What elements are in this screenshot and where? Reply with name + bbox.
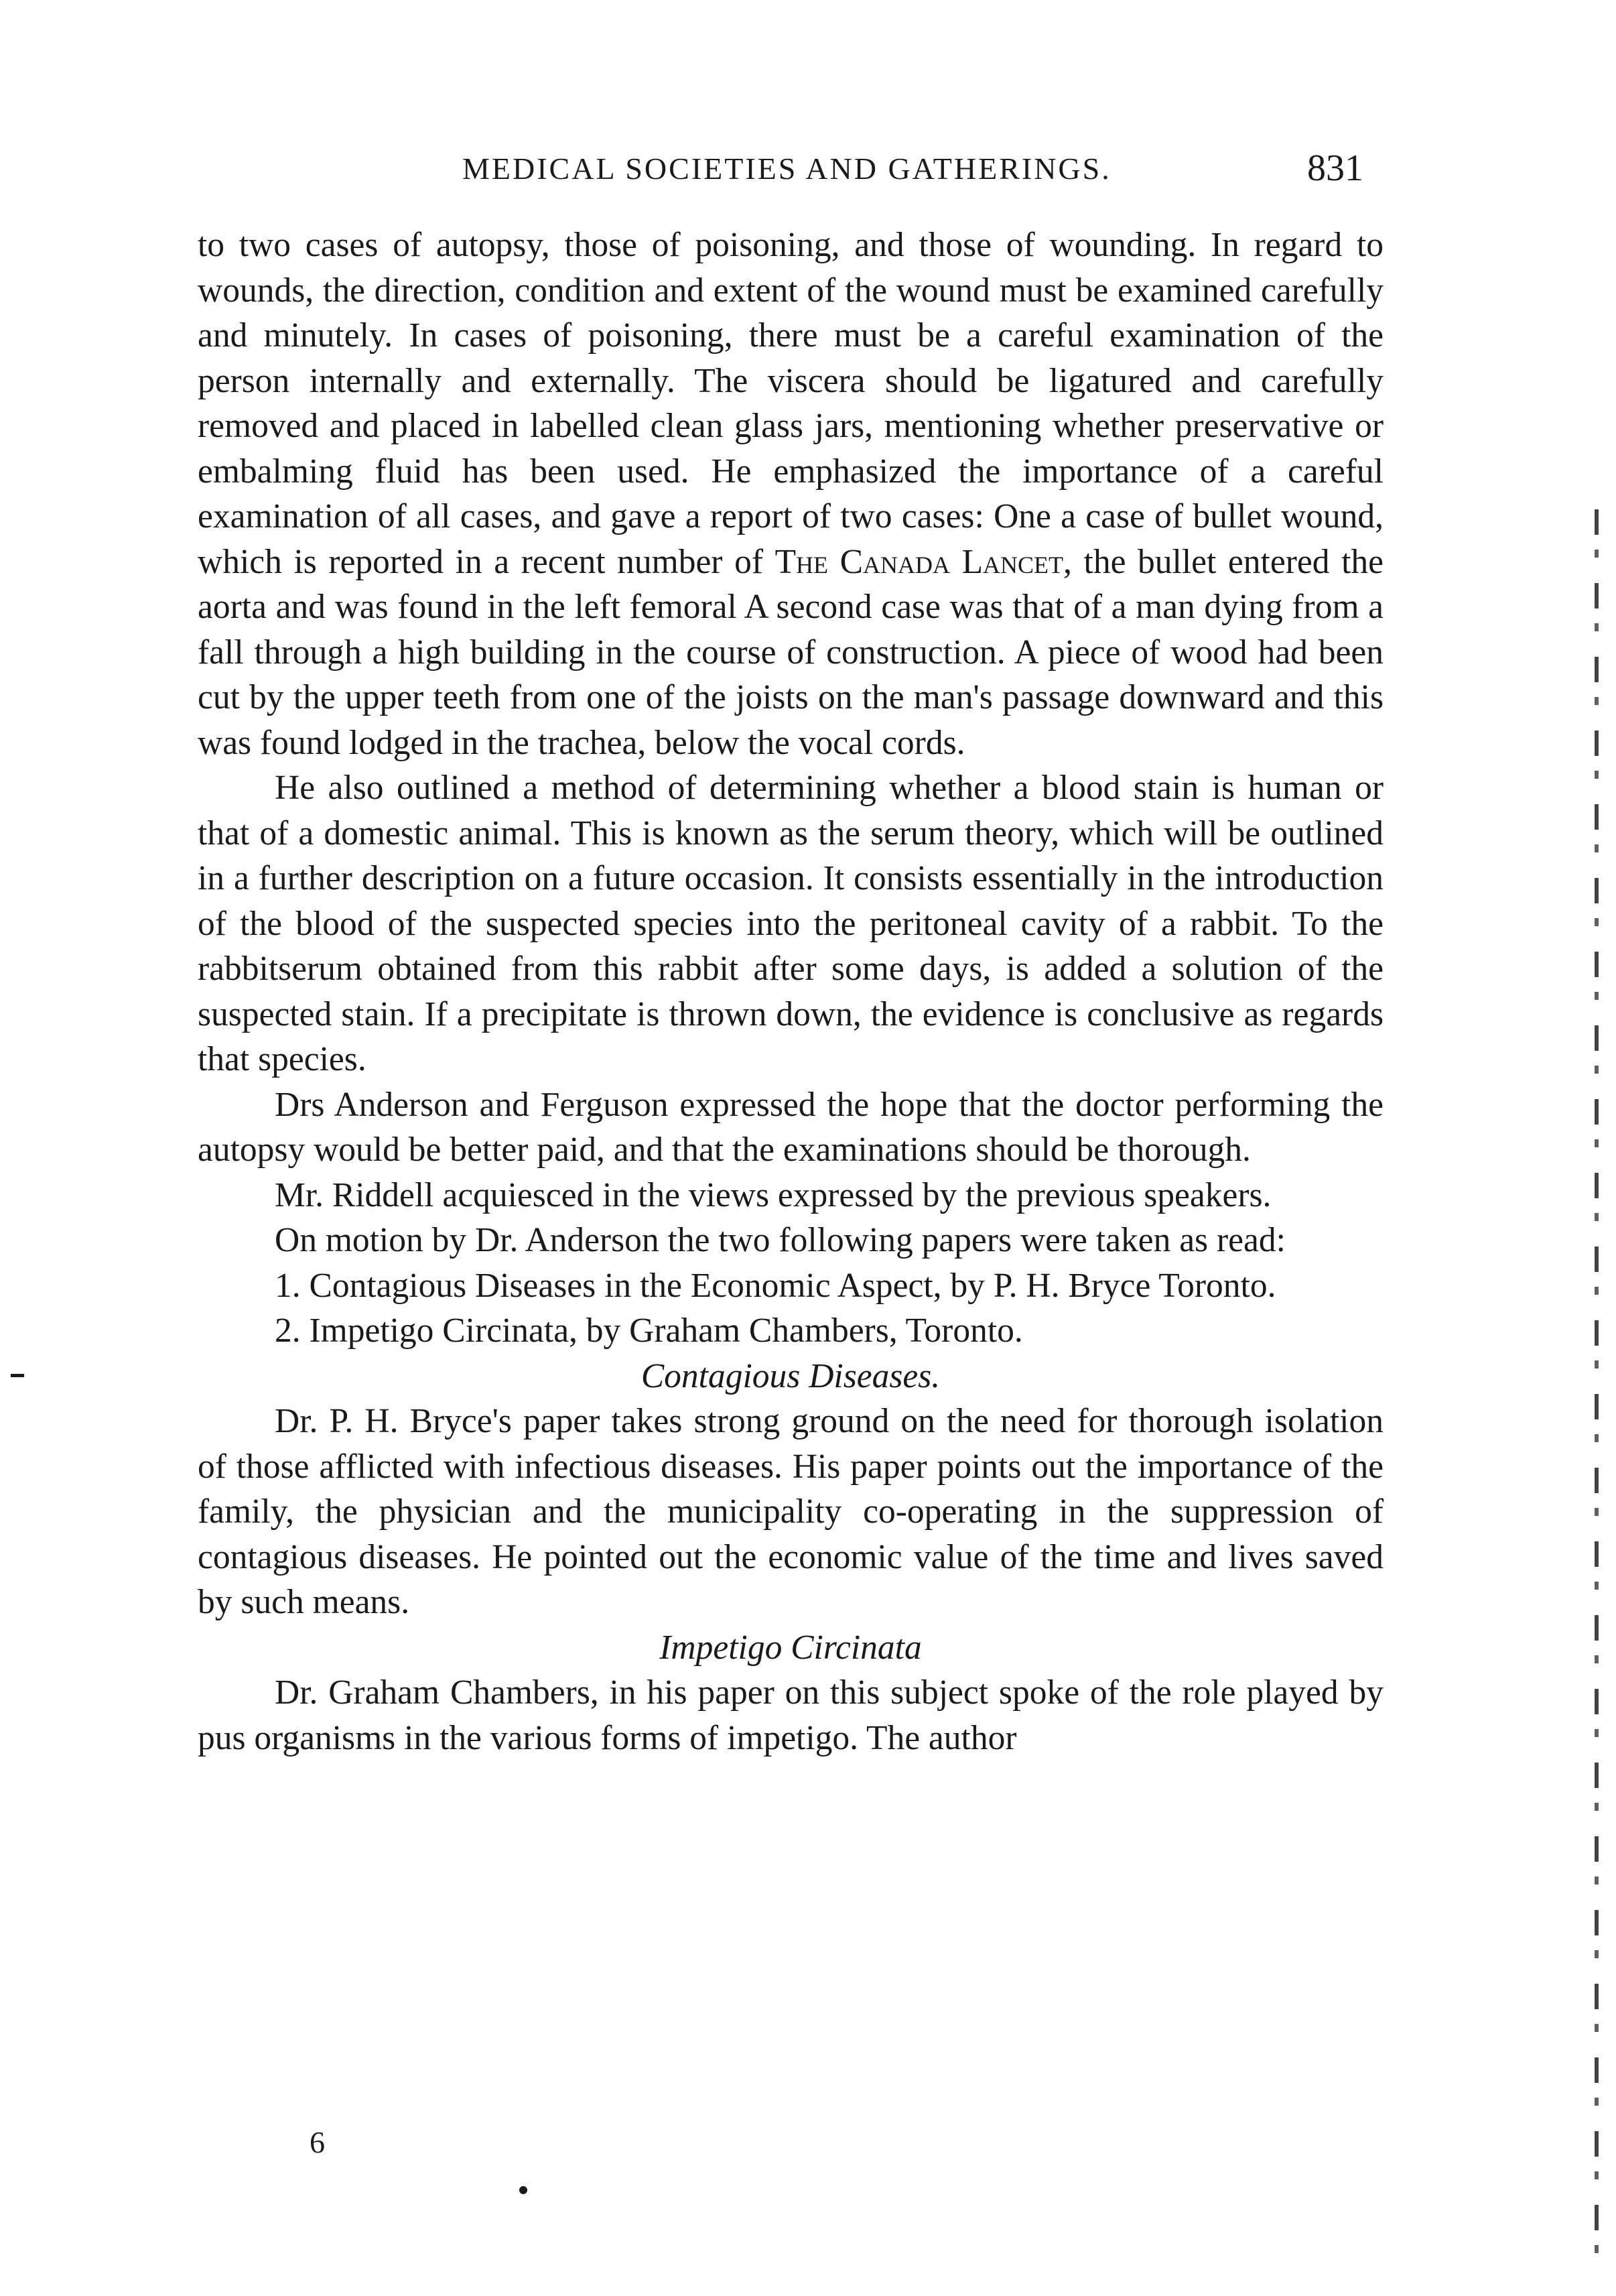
signature-mark: 6 <box>310 2125 325 2159</box>
paragraph-autopsy-text-a: to two cases of autopsy, those of poisoning, and those of wounding. In regard to wounds, the direction, condition and extent of the wound must be examined carefully and minutely. In cases of poisoning, there must be a careful examination of the person internally and externally. The viscera should be ligatured and carefully removed and placed in labelled clean glass jars, mentioning whether preservative or embalming fluid has been used. He emphasized the importance of a careful examination of all cases, and gave a report of two cases: One a case of bullet wound, which is reported in a recent number of <box>198 226 1384 581</box>
paragraph-bryce: Dr. P. H. Bryce's paper takes strong ground on the need for thorough isolation of those afflicted with infectious diseases. His paper points out the importance of the family, the physician and the municipality co-operating in the suppression of contagious diseases. He pointed out the economic value of the time and lives saved by such means. <box>198 1402 1384 1621</box>
ink-speck <box>519 2186 527 2194</box>
paragraph-autopsy-text-b: , the bullet entered the aorta and was found in the left femoral A second case was that of a man dying from a fall through a high building in the course of construction. A piece of wood had been cut by the upper teeth from one of the joists on the man's passage downward and this was found lodged in the trachea, below the vocal cords. <box>198 542 1384 762</box>
paragraph-chambers: Dr. Graham Chambers, in his paper on this subject spoke of the role played by pus organisms in the various forms of impetigo. The author <box>198 1673 1384 1757</box>
scan-edge-artifact <box>1595 509 1599 2279</box>
paragraph-riddell: Mr. Riddell acquiesced in the views expressed by the previous speakers. <box>275 1175 1272 1214</box>
list-item-contagious: 1. Contagious Diseases in the Economic Aspect, by P. H. Bryce Toronto. <box>275 1266 1276 1305</box>
margin-mark <box>11 1374 24 1377</box>
journal-title: The Canada Lancet <box>775 542 1064 581</box>
paragraph-anderson-ferguson: Drs Anderson and Ferguson expressed the hope that the doctor performing the autopsy would be better paid, and that the examinations should be thorough. <box>198 1085 1384 1169</box>
running-title: MEDICAL SOCIETIES AND GATHERINGS. <box>462 151 1112 186</box>
paragraph-autopsy <box>198 222 1384 765</box>
page-number: 831 <box>1307 147 1363 189</box>
running-head <box>198 147 1377 198</box>
body-text <box>198 222 1384 1761</box>
paragraph-serum-theory: He also outlined a method of determining whether a blood stain is human or that of a domestic animal. This is known as the serum theory, which will be outlined in a further description on a future occasion. It consists essentially in the introduction of the blood of the suspected species into the peritoneal cavity of a rabbit. To the rabbitserum obtained from this rabbit after some days, is added a solution of the suspected stain. If a precipitate is thrown down, the evidence is conclusive as regards that species. <box>198 769 1384 1078</box>
paragraph-motion: On motion by Dr. Anderson the two following papers were taken as read: <box>275 1221 1286 1259</box>
subheading-contagious: Contagious Diseases. <box>641 1356 941 1395</box>
list-item-impetigo: 2. Impetigo Circinata, by Graham Chambers, Toronto. <box>275 1312 1023 1350</box>
subheading-impetigo: Impetigo Circinata <box>659 1628 922 1667</box>
